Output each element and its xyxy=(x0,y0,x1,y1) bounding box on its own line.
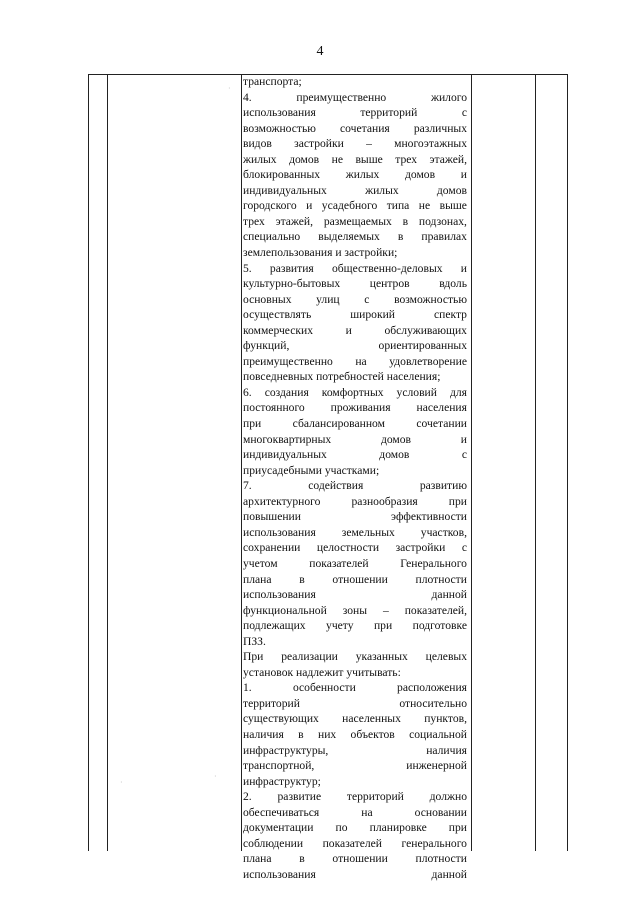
column-divider-4 xyxy=(535,75,536,851)
text-line: преимущественно на удовлетворение xyxy=(243,354,467,368)
text-line: при сбалансированном сочетании xyxy=(243,417,467,431)
text-line: специально выделяемых в правилах xyxy=(243,230,467,244)
page-number: 4 xyxy=(316,44,324,59)
text-line: использования территорий с xyxy=(243,106,467,120)
text-line: землепользования и застройки; xyxy=(243,246,398,260)
column-divider-3 xyxy=(471,75,472,851)
text-line: использования земельных участков, xyxy=(243,525,467,539)
text-line: 1. особенности расположения xyxy=(243,681,467,695)
text-line: приусадебными участками; xyxy=(243,463,380,477)
text-line: сохранении целостности застройки с xyxy=(243,541,467,555)
text-line: использования данной xyxy=(243,588,467,602)
text-line: документации по планировке при xyxy=(243,821,467,835)
text-line: плана в отношении плотности xyxy=(243,572,467,586)
text-line: видов застройки – многоэтажных xyxy=(243,137,467,151)
text-line: инфраструктур; xyxy=(243,774,321,788)
text-line: осуществлять широкий спектр xyxy=(243,308,467,322)
scan-speck: · xyxy=(120,778,123,787)
column-divider-1 xyxy=(107,75,108,851)
text-line: повседневных потребностей населения; xyxy=(243,370,441,384)
text-line: 6. создания комфортных условий для xyxy=(243,385,467,399)
text-line: жилых домов не выше трех этажей, xyxy=(243,152,467,166)
text-line: городского и усадебного типа не выше xyxy=(243,199,467,213)
text-line: ПЗЗ. xyxy=(243,634,266,648)
text-line: 4. преимущественно жилого xyxy=(243,90,467,104)
text-line: инфраструктуры, наличия xyxy=(243,743,467,757)
text-line: основных улиц с возможностью xyxy=(243,292,467,306)
text-line: учетом показателей Генерального xyxy=(243,556,467,570)
text-line: При реализации указанных целевых xyxy=(243,650,467,664)
text-line: соблюдении показателей генерального xyxy=(243,836,467,850)
text-line: плана в отношении плотности xyxy=(243,852,467,866)
text-line: возможностью сочетания различных xyxy=(243,121,467,135)
text-line: функций, ориентированных xyxy=(243,339,467,353)
text-line: обеспечиваться на основании xyxy=(243,805,467,819)
text-line: существующих населенных пунктов, xyxy=(243,712,467,726)
text-line: постоянного проживания населения xyxy=(243,401,467,415)
table-cell-text xyxy=(243,74,467,882)
text-line: многоквартирных домов и xyxy=(243,432,467,446)
text-line: 7. содействия развитию xyxy=(243,479,467,493)
text-line: использования данной xyxy=(243,867,467,881)
text-line: индивидуальных жилых домов xyxy=(243,183,467,197)
scan-speck: · xyxy=(214,772,217,781)
text-line: блокированных жилых домов и xyxy=(243,168,467,182)
scan-speck: · xyxy=(228,84,231,93)
text-line: 2. развитие территорий должно xyxy=(243,790,467,804)
text-line: территорий относительно xyxy=(243,696,467,710)
text-line: повышении эффективности xyxy=(243,510,467,524)
text-line: индивидуальных домов с xyxy=(243,448,467,462)
text-line: культурно-бытовых центров вдоль xyxy=(243,277,467,291)
text-line: транспорта; xyxy=(243,75,302,88)
column-divider-2 xyxy=(241,75,242,851)
text-line: трех этажей, размещаемых в подзонах, xyxy=(243,214,467,228)
text-line: подлежащих учету при подготовке xyxy=(243,619,467,633)
text-line: коммерческих и обслуживающих xyxy=(243,323,467,337)
text-line: 5. развития общественно-деловых и xyxy=(243,261,467,275)
text-line: установок надлежит учитывать: xyxy=(243,665,401,679)
text-line: транспортной, инженерной xyxy=(243,759,467,773)
text-line: наличия в них объектов социальной xyxy=(243,727,467,741)
text-line: функциональной зоны – показателей, xyxy=(243,603,467,617)
text-line: архитектурного разнообразия при xyxy=(243,494,467,508)
